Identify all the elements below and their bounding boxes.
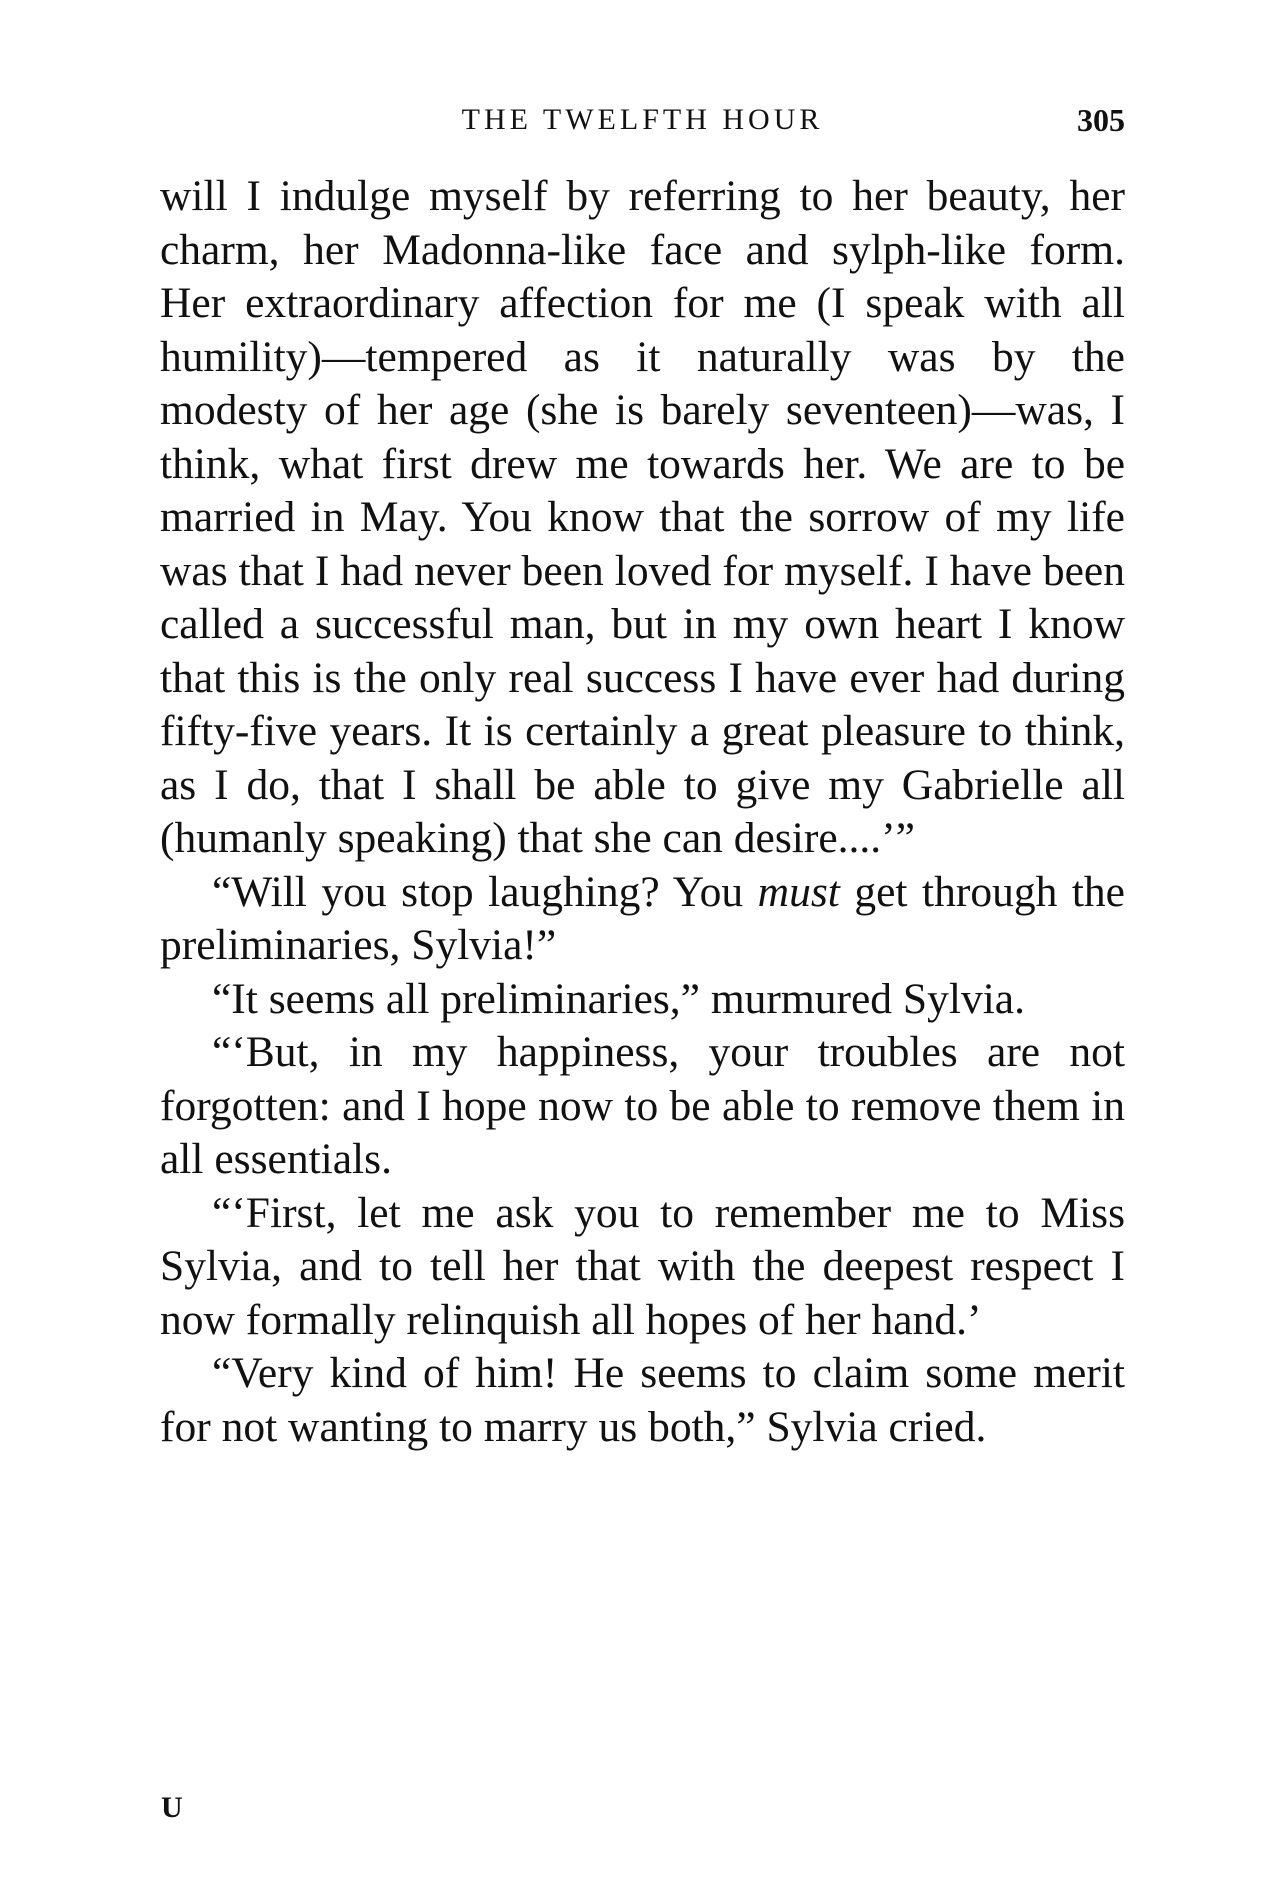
running-title: THE TWELFTH HOUR (461, 103, 824, 136)
page-header (160, 100, 1125, 140)
page-number: 305 (1077, 102, 1125, 138)
paragraph-preliminaries: “It seems all preliminaries,” murmured Sylvia. (212, 974, 1025, 1023)
signature-mark: U (161, 1791, 183, 1824)
paragraph-letter-continued: will I indulge myself by referring to her beauty, her charm, her Madonna-like face and sylph-like form. Her extraordinary affection for me (I speak with all humility)—tempered as it naturally was by the modesty of her age (she is barely seventeen)—was, I think, what first drew me towards her. We are to be married in May. You know that the sorrow of my life was that I had never been loved for myself. I have been called a successful man, but in my own heart I know that this is the only real success I have ever had during fifty-five years. It is certainly a great pleasure to think, as I do, that I shall be able to give my Gabrielle all (humanly speaking) that she can desire....’” (160, 172, 1125, 862)
paragraph-happiness: “‘But, in my happiness, your troubles are not forgotten: and I hope now to be able to remove them in all essentials. (160, 1028, 1125, 1183)
paragraph-text-after: get through the preliminaries, Sylvia!” (160, 867, 1125, 969)
paragraph-text-before: “Will you stop laughing? You (212, 867, 758, 916)
paragraph-first-remember: “‘First, let me ask you to remember me to Miss Sylvia, and to tell her that with the deepest respect I now formally relinquish all hopes of her hand.’ (160, 1188, 1125, 1344)
paragraph-very-kind: “Very kind of him! He seems to claim some merit for not wanting to marry us both,” Sylvia cried. (160, 1349, 1125, 1451)
emphasis-must: must (757, 867, 840, 916)
body-text (160, 170, 1125, 1454)
paragraph-stop-laughing (160, 866, 1125, 973)
